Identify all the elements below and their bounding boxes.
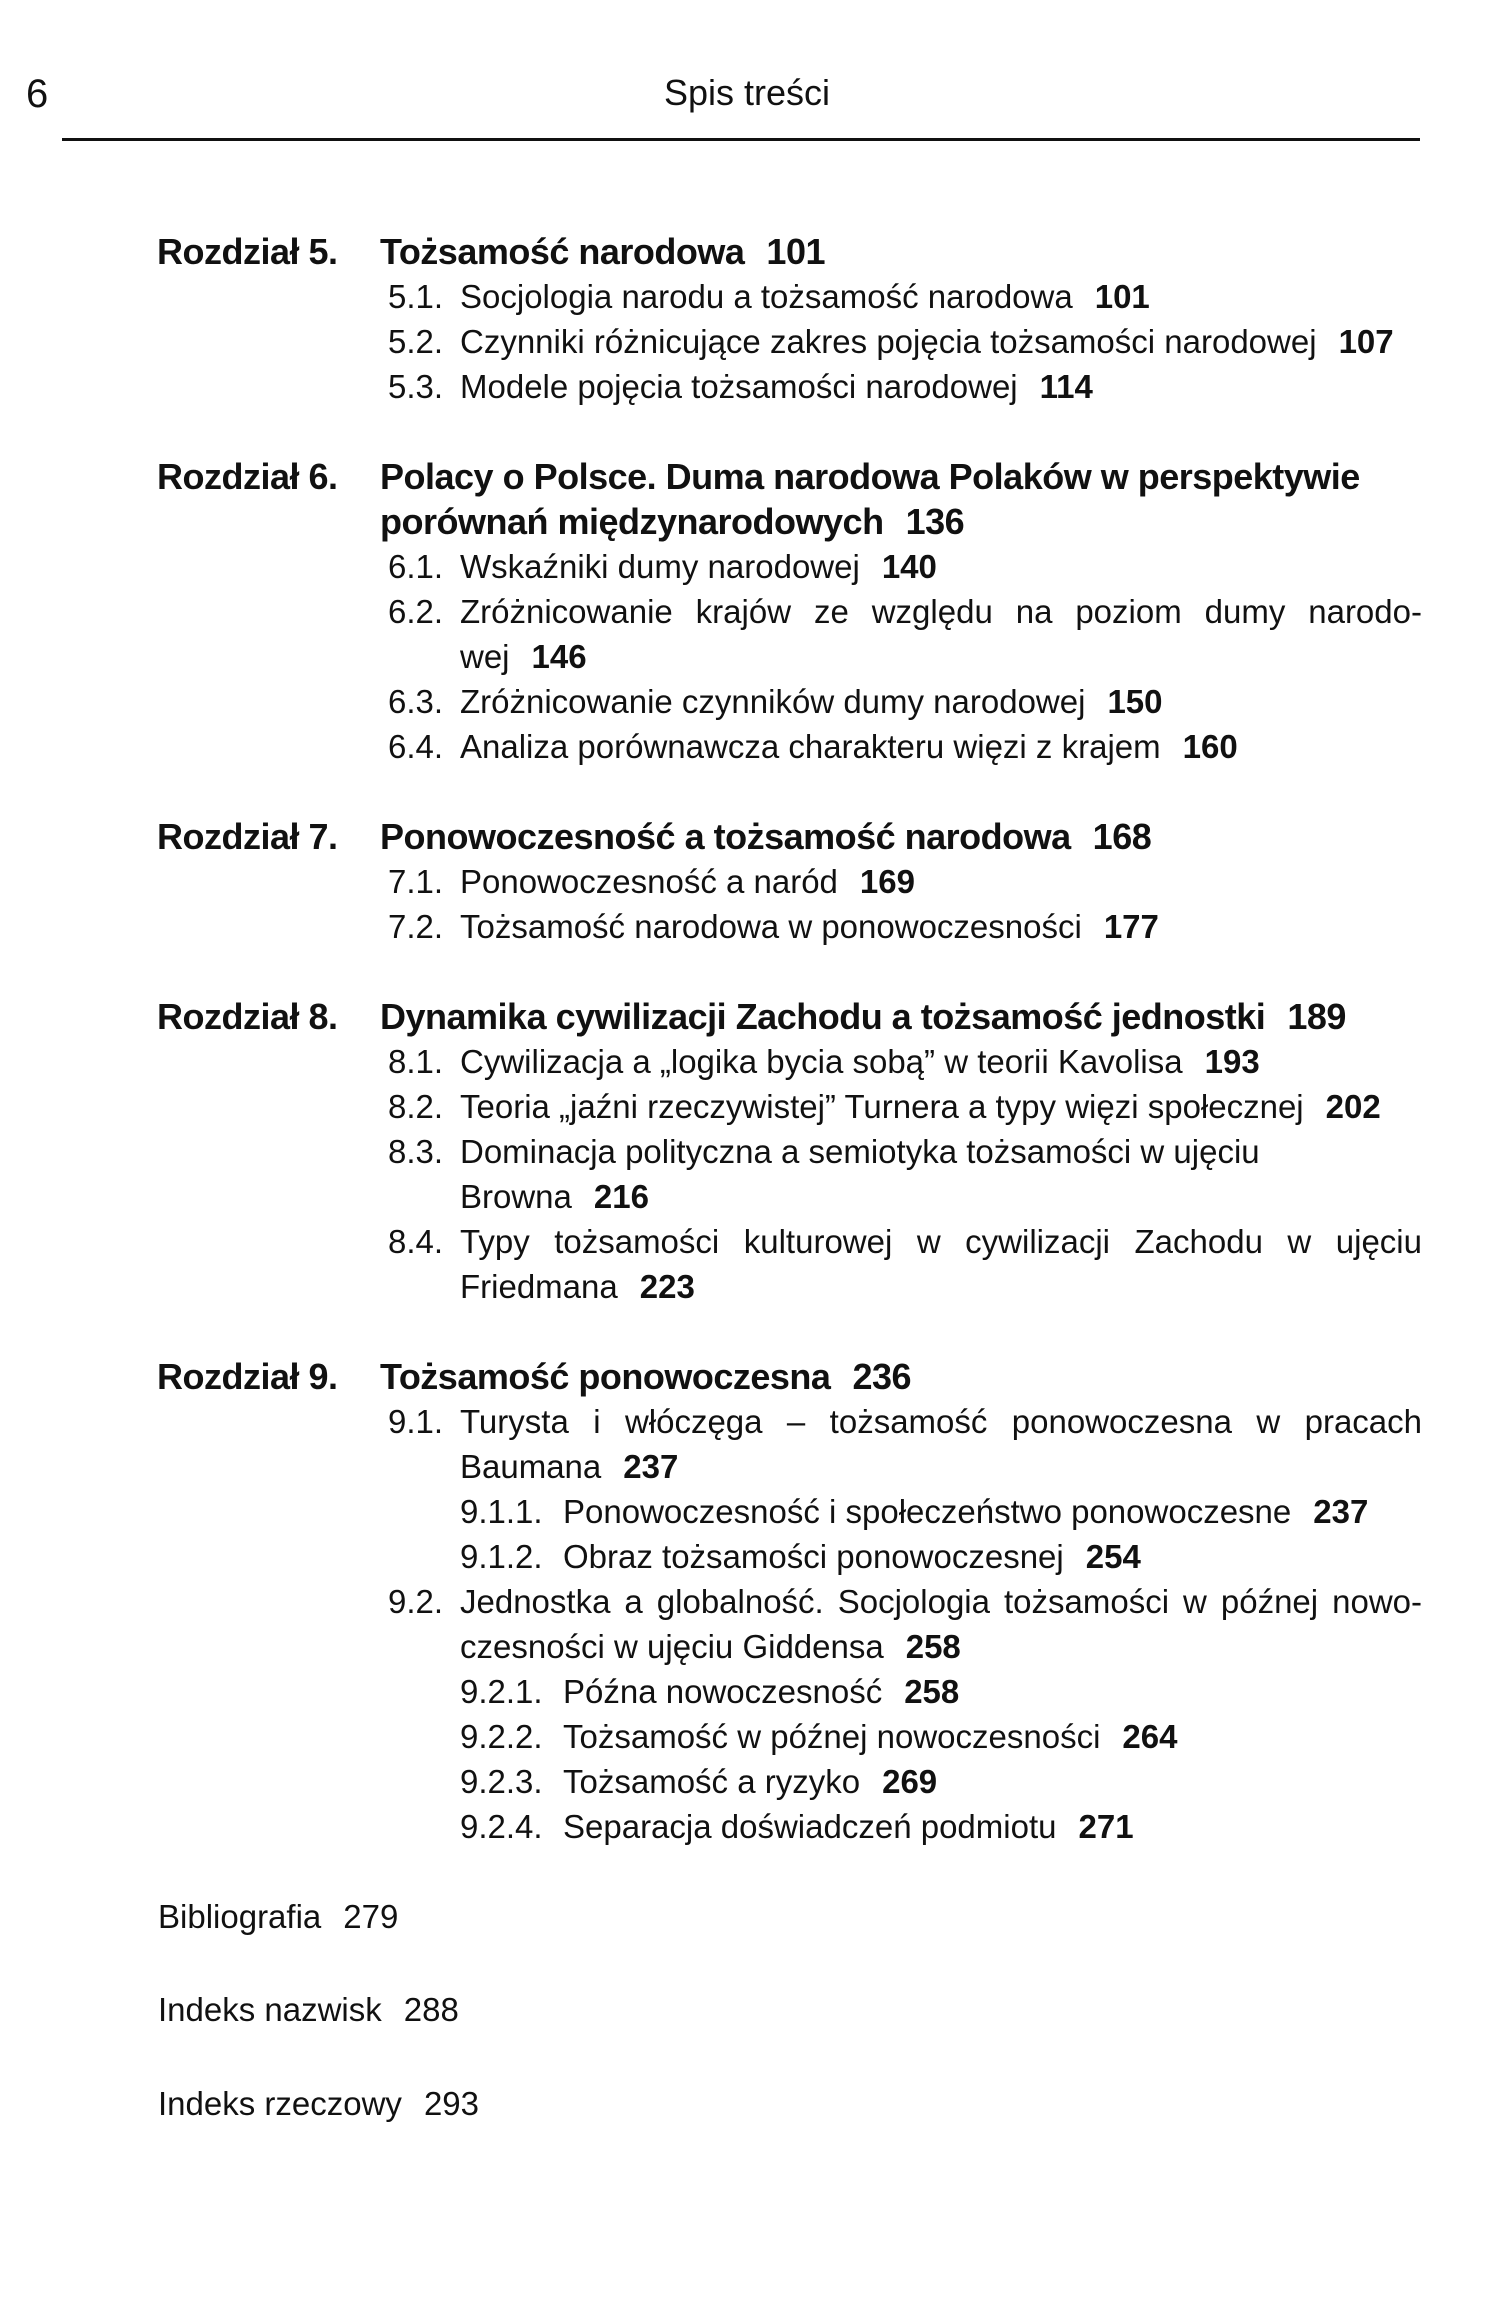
page-ref: 279: [343, 1898, 399, 1935]
page-ref: 146: [531, 638, 587, 675]
page-ref: 101: [766, 231, 825, 272]
section-text: Baumana: [460, 1448, 602, 1485]
page-ref: 193: [1204, 1043, 1260, 1080]
subsection-number: 9.1.2.: [460, 1538, 543, 1575]
chapter-title[interactable]: Polacy o Polsce. Duma narodowa Polaków w perspektywie: [380, 456, 1360, 497]
section-text: Socjologia narodu a tożsamość narodowa: [460, 278, 1073, 315]
section-text: Wskaźniki dumy narodowej: [460, 548, 860, 585]
page-ref: 236: [852, 1356, 912, 1397]
back-matter-entry-subject-index[interactable]: [158, 2082, 479, 2126]
section-entry[interactable]: [460, 320, 1394, 364]
section-text: Zróżnicowanie czynników dumy narodowej: [460, 683, 1086, 720]
subsection-entry[interactable]: [563, 1535, 1141, 1579]
header-rule: [62, 138, 1420, 141]
section-text: Analiza porównawcza charakteru więzi z krajem: [460, 728, 1161, 765]
subsection-text: Tożsamość a ryzyko: [563, 1763, 861, 1800]
page-number: 6: [26, 72, 49, 116]
subsection-number: 9.1.1.: [460, 1493, 543, 1530]
page-ref: 107: [1338, 323, 1394, 360]
chapter-title-text: Tożsamość ponowoczesna: [380, 1356, 831, 1397]
page-ref: 288: [403, 1991, 459, 2028]
page-ref: 150: [1107, 683, 1163, 720]
section-number: 8.1.: [388, 1043, 444, 1080]
page-ref: 114: [1039, 368, 1093, 405]
page-ref: 140: [881, 548, 937, 585]
section-number: 6.3.: [388, 683, 444, 720]
back-matter-text: Indeks nazwisk: [158, 1991, 382, 2028]
page-ref: 160: [1182, 728, 1238, 765]
page-ref: 258: [904, 1673, 960, 1710]
subsection-number: 9.2.3.: [460, 1763, 543, 1800]
back-matter-entry-name-index[interactable]: [158, 1988, 459, 2032]
section-text: Czynniki różnicujące zakres pojęcia tożsamości narodowej: [460, 323, 1317, 360]
chapter-label: Rozdział 9.: [157, 1356, 338, 1397]
chapter-title[interactable]: [380, 815, 1151, 859]
section-entry[interactable]: [460, 1085, 1381, 1129]
section-entry-continued[interactable]: [460, 1175, 649, 1219]
section-text: czesności w ujęciu Giddensa: [460, 1628, 884, 1665]
section-text: Modele pojęcia tożsamości narodowej: [460, 368, 1018, 405]
chapter-title-text: Tożsamość narodowa: [380, 231, 745, 272]
section-entry[interactable]: Typy tożsamości kulturowej w cywilizacji Zachodu w ujęciu: [460, 1223, 1422, 1260]
section-number: 5.1.: [388, 278, 444, 315]
page-ref: 189: [1287, 996, 1346, 1037]
section-entry[interactable]: [460, 365, 1093, 409]
page-ref: 216: [593, 1178, 649, 1215]
page-ref: 258: [905, 1628, 961, 1665]
chapter-title[interactable]: [380, 230, 825, 274]
subsection-text: Separacja doświadczeń podmiotu: [563, 1808, 1057, 1845]
section-number: 6.1.: [388, 548, 444, 585]
subsection-entry[interactable]: [563, 1670, 959, 1714]
subsection-text: Tożsamość w późnej nowoczesności: [563, 1718, 1101, 1755]
subsection-entry[interactable]: [563, 1490, 1368, 1534]
section-number: 9.2.: [388, 1583, 444, 1620]
chapter-title-text: Ponowoczesność a tożsamość narodowa: [380, 816, 1071, 857]
back-matter-entry-bibliography[interactable]: [158, 1895, 398, 1939]
page-ref: 202: [1325, 1088, 1381, 1125]
section-entry[interactable]: [460, 545, 937, 589]
page-ref: 237: [623, 1448, 679, 1485]
subsection-text: Późna nowoczesność: [563, 1673, 883, 1710]
section-text: Cywilizacja a „logika bycia sobą” w teorii Kavolisa: [460, 1043, 1183, 1080]
page-ref: 136: [905, 501, 965, 542]
section-text: Teoria „jaźni rzeczywistej” Turnera a typy więzi społecznej: [460, 1088, 1304, 1125]
section-number: 9.1.: [388, 1403, 444, 1440]
section-number: 8.4.: [388, 1223, 444, 1260]
section-entry-continued[interactable]: [460, 635, 587, 679]
page-ref: 101: [1094, 278, 1150, 315]
section-entry[interactable]: [460, 1040, 1260, 1084]
section-number: 7.2.: [388, 908, 444, 945]
page-ref: 264: [1122, 1718, 1178, 1755]
page-ref: 237: [1313, 1493, 1369, 1530]
section-number: 8.3.: [388, 1133, 444, 1170]
section-number: 8.2.: [388, 1088, 444, 1125]
back-matter-text: Bibliografia: [158, 1898, 322, 1935]
chapter-title-text: porównań międzynarodowych: [380, 501, 884, 542]
section-number: 5.3.: [388, 368, 444, 405]
page-ref: 177: [1103, 908, 1159, 945]
subsection-number: 9.2.1.: [460, 1673, 543, 1710]
section-text: Friedmana: [460, 1268, 618, 1305]
section-entry[interactable]: [460, 275, 1150, 319]
section-number: 6.2.: [388, 593, 444, 630]
chapter-title-continued[interactable]: [380, 500, 964, 544]
subsection-number: 9.2.4.: [460, 1808, 543, 1845]
section-entry[interactable]: [460, 905, 1159, 949]
section-text: Ponowoczesność a naród: [460, 863, 838, 900]
chapter-label: Rozdział 7.: [157, 816, 338, 857]
section-entry-continued[interactable]: [460, 1265, 695, 1309]
subsection-text: Ponowoczesność i społeczeństwo ponowoczesne: [563, 1493, 1292, 1530]
subsection-entry[interactable]: [563, 1805, 1134, 1849]
section-text: Tożsamość narodowa w ponowoczesności: [460, 908, 1082, 945]
section-entry[interactable]: Turysta i włóczęga – tożsamość ponowoczesna w pracach: [460, 1403, 1422, 1440]
section-entry-continued[interactable]: [460, 1625, 961, 1669]
section-number: 7.1.: [388, 863, 444, 900]
section-text: wej: [460, 638, 510, 675]
page-ref: 169: [859, 863, 915, 900]
chapter-title[interactable]: [380, 995, 1346, 1039]
chapter-title[interactable]: [380, 1355, 911, 1399]
subsection-number: 9.2.2.: [460, 1718, 543, 1755]
section-text: Browna: [460, 1178, 572, 1215]
section-entry[interactable]: Dominacja polityczna a semiotyka tożsamości w ujęciu: [460, 1133, 1260, 1170]
page-ref: 223: [639, 1268, 695, 1305]
section-entry-continued[interactable]: [460, 1445, 678, 1489]
chapter-label: Rozdział 6.: [157, 456, 338, 497]
section-entry[interactable]: Zróżnicowanie krajów ze względu na poziom dumy narodo-: [460, 593, 1422, 630]
running-title: Spis treści: [663, 72, 831, 113]
page-ref: 168: [1092, 816, 1152, 857]
subsection-entry[interactable]: [563, 1760, 937, 1804]
page-ref: 271: [1078, 1808, 1134, 1845]
section-number: 6.4.: [388, 728, 444, 765]
page-ref: 254: [1085, 1538, 1141, 1575]
chapter-label: Rozdział 5.: [157, 231, 338, 272]
subsection-entry[interactable]: [563, 1715, 1177, 1759]
section-entry[interactable]: [460, 680, 1163, 724]
page-ref: 293: [423, 2085, 479, 2122]
section-entry[interactable]: Jednostka a globalność. Socjologia tożsamości w późnej nowo-: [460, 1583, 1422, 1620]
back-matter-text: Indeks rzeczowy: [158, 2085, 402, 2122]
section-number: 5.2.: [388, 323, 444, 360]
section-entry[interactable]: [460, 725, 1238, 769]
page-ref: 269: [882, 1763, 938, 1800]
chapter-title-text: Dynamika cywilizacji Zachodu a tożsamość jednostki: [380, 996, 1266, 1037]
subsection-text: Obraz tożsamości ponowoczesnej: [563, 1538, 1064, 1575]
chapter-label: Rozdział 8.: [157, 996, 338, 1037]
section-entry[interactable]: [460, 860, 915, 904]
